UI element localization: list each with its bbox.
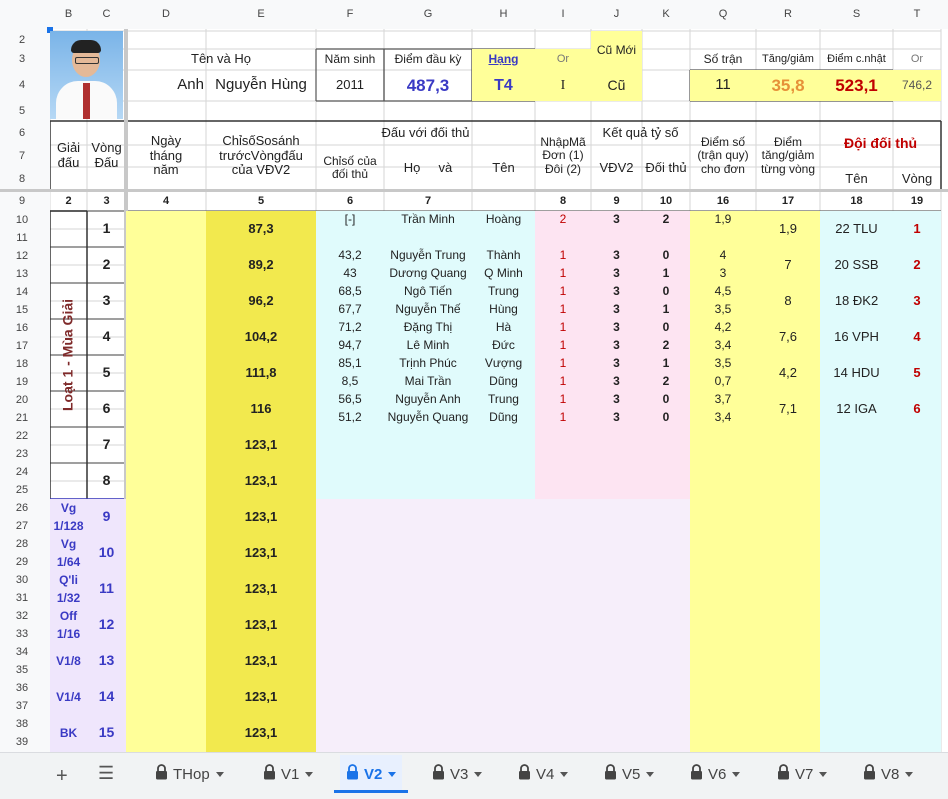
diem-so-cell: 3,5 — [714, 302, 732, 317]
diem-so-cell: 3,4 — [714, 410, 732, 425]
opponent-ma: 1 — [559, 266, 567, 281]
col-number-t: 19 — [910, 194, 924, 207]
diem-so-cell: 1,9 — [714, 212, 732, 227]
ngay-header: Ngày tháng năm — [149, 133, 183, 178]
opponent-chiso: 68,5 — [338, 284, 362, 299]
chiso-cell: 87,3 — [248, 220, 274, 236]
row-header: 16 — [15, 321, 29, 334]
opponent-ten: Hoàng — [485, 212, 522, 227]
column-header-g: G — [423, 7, 433, 20]
vong-cell: 1 — [102, 220, 111, 237]
column-header-j: J — [613, 7, 620, 20]
vong-cell: 13 — [98, 652, 115, 669]
vdv2-header: VĐV2 — [599, 159, 634, 175]
vong-cell: 15 — [98, 724, 115, 741]
opponent-chiso: 43,2 — [338, 248, 362, 263]
cup-opponent-fill — [316, 499, 690, 752]
giai-dau-cell: BK — [59, 726, 78, 740]
row-header: 10 — [15, 213, 29, 226]
col-number-f: 6 — [346, 194, 354, 207]
opponent-ten: Thành — [486, 248, 521, 263]
vong-cell: 12 — [98, 616, 115, 633]
row-header: 5 — [18, 104, 26, 117]
caret-down-icon[interactable] — [474, 772, 482, 777]
score-vdv2: 3 — [613, 320, 620, 335]
score-vdv2: 3 — [613, 266, 620, 281]
doi-ten-cell: 22 TLU — [835, 220, 878, 236]
chiso-cell: 123,1 — [244, 508, 278, 524]
opponent-chiso: 67,7 — [338, 302, 362, 317]
opponent-ho: Nguyễn Quang — [387, 410, 469, 425]
col-number-q: 16 — [716, 194, 730, 207]
score-vdv2: 3 — [613, 374, 620, 389]
diem-tang-cell: 4,2 — [778, 364, 798, 380]
diem-tang-header: Điểm tăng/giảm từng vòng — [760, 134, 816, 176]
column-header-s: S — [852, 7, 861, 20]
score-doi-thu: 0 — [662, 248, 670, 263]
column-header-k: K — [662, 7, 670, 20]
doi-ten-cell: 20 SSB — [834, 256, 879, 272]
chiso-cell: 123,1 — [244, 580, 278, 596]
lock-icon — [155, 764, 168, 784]
vong-cell: 8 — [102, 472, 111, 489]
lock-icon — [604, 764, 617, 784]
row-header: 20 — [15, 393, 29, 406]
row-header: 26 — [15, 501, 29, 514]
diem-tang-cell: 7,1 — [778, 400, 798, 416]
so-tran-value: 11 — [715, 76, 731, 94]
score-vdv2: 3 — [613, 356, 620, 371]
chiso-cell: 116 — [250, 400, 272, 416]
giai-dau-header: Giải đấu — [56, 140, 81, 170]
row-header: 37 — [15, 699, 29, 712]
tab-v3[interactable] — [432, 755, 482, 793]
row-header: 39 — [15, 735, 29, 748]
col-number-g: 7 — [424, 194, 432, 207]
opponent-ma: 1 — [559, 302, 567, 317]
score-vdv2: 3 — [613, 212, 620, 227]
tab-v8[interactable] — [863, 755, 913, 793]
row-header: 22 — [15, 429, 29, 442]
tab-thop[interactable] — [155, 755, 224, 793]
row-header: 28 — [15, 537, 29, 550]
chiso-cell: 89,2 — [248, 256, 274, 272]
last-name: Nguyễn Hùng — [215, 76, 307, 94]
tab-label: V7 — [795, 765, 814, 783]
col-number-k: 10 — [659, 194, 673, 207]
diem-so-cell: 3,7 — [714, 392, 732, 407]
row-header: 34 — [15, 645, 29, 658]
dau-voi-header: Đấu với đối thủ — [381, 124, 470, 140]
row-header: 7 — [18, 149, 26, 162]
col-number-c: 3 — [103, 194, 110, 207]
chiso-cell: 123,1 — [244, 688, 278, 704]
tab-v5[interactable] — [604, 755, 654, 793]
or2-label: Or — [910, 53, 924, 66]
lock-icon — [690, 764, 703, 784]
row-header: 6 — [18, 126, 26, 139]
opponent-chiso: 51,2 — [338, 410, 362, 425]
row-header: 27 — [15, 519, 29, 532]
column-header-q: Q — [718, 7, 728, 20]
score-vdv2: 3 — [613, 302, 620, 317]
chiso-cell: 123,1 — [244, 724, 278, 740]
row-header: 23 — [15, 447, 29, 460]
diem-dau-ky-label: Điểm đầu kỳ — [394, 51, 462, 66]
cu-moi-value: Cũ — [607, 76, 626, 93]
diem-dau-ky-value: 487,3 — [406, 75, 450, 95]
menu-icon[interactable]: ☰ — [98, 763, 115, 783]
opponent-ten: Dũng — [489, 374, 518, 389]
caret-down-icon[interactable] — [305, 772, 313, 777]
tab-label: V8 — [881, 765, 900, 783]
caret-down-icon[interactable] — [646, 772, 654, 777]
opponent-ma: 1 — [559, 338, 567, 353]
chiso-cell: 123,1 — [244, 472, 278, 488]
tab-label: V3 — [450, 765, 469, 783]
doi-ten-cell: 16 VPH — [834, 328, 879, 344]
or-value: I — [560, 77, 566, 93]
opponent-chiso: 56,5 — [338, 392, 362, 407]
tab-v1[interactable] — [263, 755, 313, 793]
vong-cell: 2 — [102, 256, 111, 273]
nhap-ma-header: NhậpMã Đơn (1) Đôi (2) — [540, 134, 586, 176]
opponent-ho: Lê Minh — [406, 338, 450, 353]
col-number-r: 17 — [781, 194, 795, 207]
column-header-r: R — [784, 7, 792, 20]
opponent-ma: 1 — [559, 284, 567, 299]
tab-v7[interactable] — [777, 755, 827, 793]
doi-ten-header: Tên — [845, 170, 868, 186]
lock-icon — [346, 764, 359, 784]
lock-icon — [863, 764, 876, 784]
diem-cnhat-label: Điểm c.nhật — [827, 53, 886, 66]
score-doi-thu: 1 — [662, 302, 670, 317]
chiso-cell: 111,8 — [245, 364, 277, 380]
opponent-chiso: 43 — [343, 266, 357, 281]
diem-tang-cell: 1,9 — [778, 220, 798, 236]
column-header-e: E — [257, 7, 265, 20]
caret-down-icon[interactable] — [732, 772, 740, 777]
opponent-ho: Nguyễn Anh — [395, 392, 461, 407]
opponent-chiso: 94,7 — [338, 338, 362, 353]
opponent-ten: Đức — [492, 338, 515, 353]
col-number-s: 18 — [850, 194, 863, 207]
column-header-c: C — [102, 7, 111, 20]
diem-so-cell: 4 — [719, 248, 727, 263]
loat-label: Loạt 1 - Mùa Giải — [59, 299, 76, 412]
lock-icon — [432, 764, 445, 784]
ten-va-ho-label: Tên và Họ — [191, 51, 251, 67]
row-header: 19 — [15, 375, 29, 388]
doi-ten-cell: 18 ĐK2 — [834, 292, 879, 308]
score-vdv2: 3 — [613, 248, 620, 263]
column-header-d: D — [162, 7, 170, 20]
column-header-t: T — [913, 7, 921, 20]
giai-dau-cell: V1/8 — [56, 654, 81, 668]
row-header: 36 — [15, 681, 29, 694]
photo-tie — [83, 83, 90, 119]
opponent-ma: 1 — [559, 392, 567, 407]
opponent-ho: Đặng Thị — [403, 320, 453, 335]
vong-cell: 3 — [102, 292, 111, 309]
opponent-ho: Trần Minh — [401, 212, 455, 227]
chiso-cell: 96,2 — [248, 292, 274, 308]
chiso-doithu-header: Chỉsố của đối thủ — [323, 153, 377, 181]
ten-header: Tên — [492, 159, 515, 175]
score-doi-thu: 0 — [662, 410, 670, 425]
row-header: 15 — [15, 303, 29, 316]
diem-so-header: Điểm số (trận quy) cho đơn — [697, 134, 749, 176]
score-vdv2: 3 — [613, 284, 620, 299]
caret-down-icon[interactable] — [388, 772, 396, 777]
column-header-f: F — [346, 7, 354, 20]
row-header: 29 — [15, 555, 29, 568]
doi-vong-cell: 4 — [913, 328, 921, 344]
opponent-chiso: 8,5 — [341, 374, 359, 389]
opponent-ho: Ngô Tiến — [403, 284, 453, 299]
column-header-b: B — [64, 7, 73, 20]
opponent-ma: 1 — [559, 248, 567, 263]
ho-va-header: Họ và — [403, 159, 453, 175]
giai-dau-cell: Off 1/16 — [56, 609, 81, 641]
row-header: 17 — [15, 339, 29, 352]
col-number-b: 2 — [65, 194, 72, 207]
chiso-cell: 123,1 — [244, 544, 278, 560]
diem-so-cell: 3,5 — [714, 356, 732, 371]
giai-dau-cell: Q'li 1/32 — [56, 573, 81, 605]
vong-cell: 5 — [102, 364, 111, 381]
plus-icon[interactable]: + — [56, 765, 68, 787]
giai-dau-cell: Vg 1/64 — [56, 537, 81, 569]
row-header: 4 — [18, 79, 26, 92]
doi-vong-header: Vòng — [901, 170, 933, 186]
vong-cell: 10 — [98, 544, 115, 561]
opponent-ho: Nguyễn Thế — [395, 302, 461, 317]
photo-glasses — [75, 57, 99, 64]
tab-v2[interactable] — [340, 755, 402, 793]
doi-vong-cell: 2 — [913, 256, 921, 272]
ket-qua-header: Kết quả tỷ số — [602, 124, 679, 140]
opponent-ma: 1 — [559, 410, 567, 425]
row-header: 12 — [15, 249, 29, 262]
row-header: 32 — [15, 609, 29, 622]
vong-cell: 6 — [102, 400, 111, 417]
row-header: 11 — [16, 231, 28, 244]
row-header: 14 — [15, 285, 29, 298]
row-header: 31 — [15, 591, 29, 604]
row-header: 2 — [18, 33, 26, 46]
giai-dau-cell: Vg 1/128 — [53, 501, 84, 533]
vong-cell: 7 — [102, 436, 111, 453]
col-number-i: 8 — [559, 194, 567, 207]
tab-label: V4 — [536, 765, 555, 783]
nam-sinh-value: 2011 — [336, 77, 364, 93]
score-vdv2: 3 — [613, 410, 620, 425]
score-doi-thu: 2 — [662, 338, 670, 353]
cu-moi-label: Cũ Mới — [596, 42, 637, 57]
diem-so-cell: 4,2 — [714, 320, 732, 335]
row-header: 35 — [15, 663, 29, 676]
col-number-d: 4 — [162, 194, 170, 207]
row-header: 38 — [15, 717, 29, 730]
diem-cnhat-value: 523,1 — [835, 75, 878, 95]
caret-down-icon[interactable] — [216, 772, 224, 777]
opponent-chiso: 71,2 — [338, 320, 362, 335]
diem-so-cell: 4,5 — [714, 284, 732, 299]
chiso-cell: 123,1 — [244, 652, 278, 668]
doi-doi-thu-header: Đội đối thủ — [843, 135, 918, 152]
opponent-chiso: 85,1 — [338, 356, 362, 371]
score-vdv2: 3 — [613, 392, 620, 407]
or-label: Or — [556, 53, 570, 66]
opponent-ma: 1 — [559, 356, 567, 371]
lock-icon — [263, 764, 276, 784]
vong-cell: 9 — [102, 508, 111, 525]
first-name: Anh — [177, 76, 204, 94]
diem-so-cell: 0,7 — [714, 374, 732, 389]
col-number-e: 5 — [257, 194, 265, 207]
row-header: 8 — [18, 172, 26, 185]
doi-vong-cell: 3 — [913, 292, 921, 308]
score-doi-thu: 0 — [662, 392, 670, 407]
diem-tang-cell: 7,6 — [778, 328, 798, 344]
vong-cell: 14 — [98, 688, 115, 705]
or2-value: 746,2 — [901, 77, 933, 92]
vong-cell: 11 — [99, 580, 114, 597]
col-number-j: 9 — [613, 194, 620, 207]
doi-ten-cell: 12 IGA — [836, 400, 877, 416]
opponent-ten: Trung — [488, 392, 519, 407]
row-header: 18 — [15, 357, 29, 370]
lock-icon — [777, 764, 790, 784]
opponent-ten: Dũng — [489, 410, 518, 425]
hang-value: T4 — [494, 76, 513, 94]
opponent-ma: 1 — [559, 320, 567, 335]
so-tran-label: Số trận — [703, 51, 743, 66]
tab-label: V2 — [364, 765, 383, 783]
score-doi-thu: 1 — [662, 356, 670, 371]
photo-hair — [71, 40, 101, 53]
tab-label: THop — [173, 765, 210, 783]
diem-so-cell: 3 — [719, 266, 727, 281]
giai-dau-cell: V1/4 — [56, 690, 81, 704]
doi-vong-cell: 6 — [913, 400, 921, 416]
score-doi-thu: 0 — [662, 320, 670, 335]
column-header-i: I — [561, 7, 565, 20]
diem-tang-cell: 8 — [784, 292, 792, 308]
doi-vong-cell: 5 — [913, 364, 921, 380]
row-header: 33 — [15, 627, 29, 640]
tab-label: V1 — [281, 765, 300, 783]
opponent-ten: Trung — [488, 284, 519, 299]
chiso-cell: 123,1 — [244, 616, 278, 632]
vong-cell: 4 — [102, 328, 111, 345]
row-header: 24 — [15, 465, 29, 478]
diem-so-cell: 3,4 — [714, 338, 732, 353]
opponent-ho: Dương Quang — [389, 266, 467, 281]
lock-icon — [518, 764, 531, 784]
opponent-ten: Q Minh — [484, 266, 523, 281]
row-header: 13 — [15, 267, 29, 280]
opponent-ma: 2 — [559, 212, 567, 227]
opponent-chiso: [-] — [344, 212, 356, 227]
active-tab-underline — [334, 790, 408, 793]
score-doi-thu: 2 — [662, 374, 670, 389]
tab-label: V5 — [622, 765, 641, 783]
row-header: 30 — [15, 573, 29, 586]
opponent-ma: 1 — [559, 374, 567, 389]
date-col-fill — [126, 211, 206, 752]
opponent-ten: Hà — [495, 320, 512, 335]
caret-down-icon[interactable] — [905, 772, 913, 777]
opponent-ho: Trịnh Phúc — [399, 356, 457, 371]
chiso-sosanh-header: ChỉsốSosánh trướcVòngđấu của VĐV2 — [219, 133, 303, 178]
doi-vong-cell: 1 — [913, 220, 921, 236]
diem-tang-cell: 7 — [784, 256, 792, 272]
tab-v4[interactable] — [518, 755, 568, 793]
hang-label: Hạng — [488, 51, 519, 66]
opponent-ho: Mai Trần — [404, 374, 452, 389]
score-doi-thu: 1 — [662, 266, 670, 281]
player-photo — [50, 31, 123, 119]
doi-thu-header: Đối thủ — [645, 159, 687, 175]
row-header: 3 — [18, 53, 26, 66]
row-header: 25 — [15, 483, 29, 496]
score-doi-thu: 2 — [662, 212, 670, 227]
opponent-ho: Nguyễn Trung — [390, 248, 466, 263]
vong-dau-header: Vòng Đấu — [91, 140, 122, 170]
tang-giam-value: 35,8 — [771, 75, 805, 95]
caret-down-icon[interactable] — [560, 772, 568, 777]
caret-down-icon[interactable] — [819, 772, 827, 777]
score-doi-thu: 0 — [662, 284, 670, 299]
row-header: 9 — [18, 194, 26, 207]
chiso-cell: 123,1 — [244, 436, 278, 452]
chiso-cell: 104,2 — [244, 328, 278, 344]
tang-giam-label: Tăng/giảm — [762, 53, 814, 66]
score-vdv2: 3 — [613, 338, 620, 353]
nam-sinh-label: Năm sinh — [324, 51, 376, 66]
opponent-ten: Hùng — [489, 302, 518, 317]
tab-label: V6 — [708, 765, 727, 783]
opponent-ten: Vượng — [484, 356, 523, 371]
column-header-h: H — [499, 7, 508, 20]
row-header: 21 — [15, 411, 29, 424]
tab-v6[interactable] — [690, 755, 740, 793]
doi-ten-cell: 14 HDU — [833, 364, 880, 380]
